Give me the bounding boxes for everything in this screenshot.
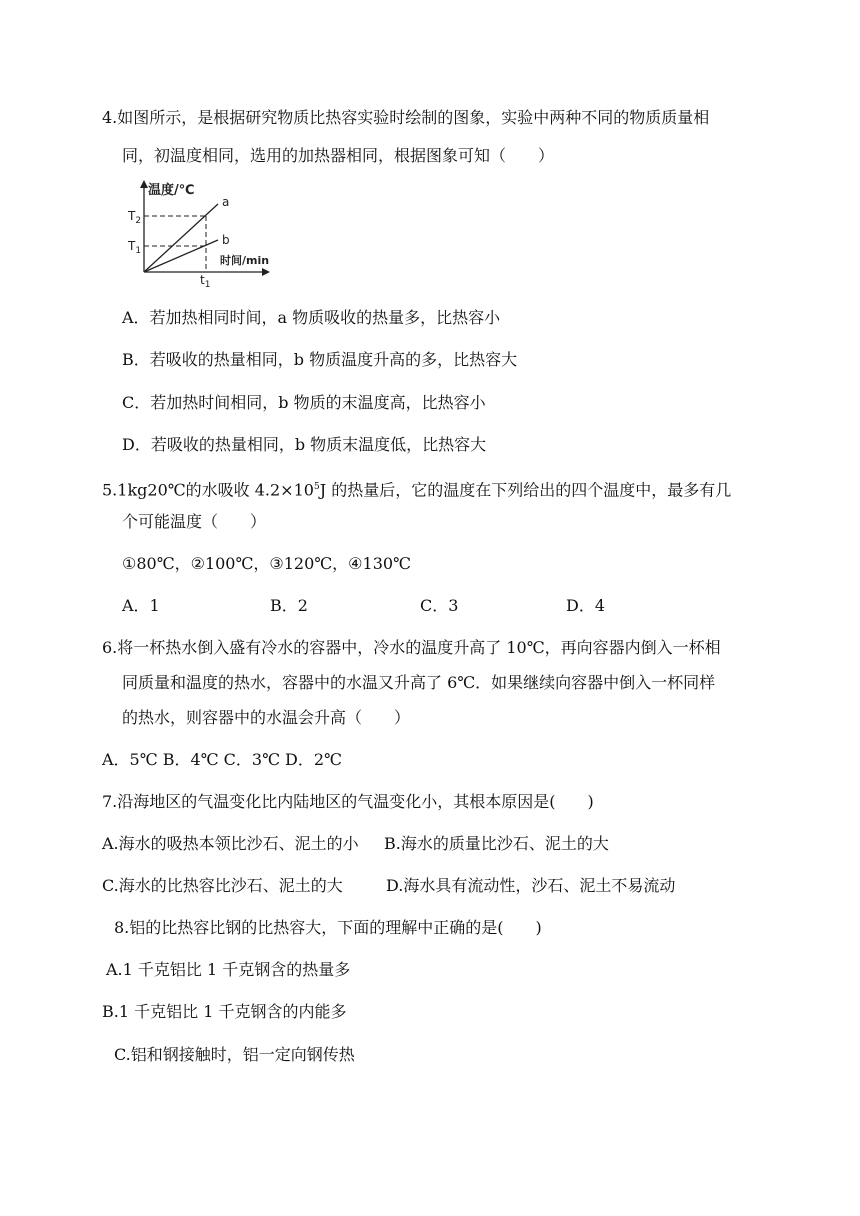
q4-stem-line2: 同，初温度相同，选用的加热器相同，根据图象可知（ ） — [122, 146, 555, 165]
tick-t2: $T_2$ — [128, 209, 142, 226]
q6-options: A．5℃ B．4℃ C．3℃ D．2℃ — [102, 750, 342, 769]
q7-option-b: B.海水的质量比沙石、泥土的大 — [384, 834, 609, 853]
q7-option-a: A.海水的吸热本领比沙石、泥土的小 — [102, 834, 359, 853]
x-axis-arrow — [262, 268, 270, 276]
q7-option-d: D.海水具有流动性，沙石、泥土不易流动 — [386, 876, 676, 895]
temperature-time-graph — [128, 178, 278, 290]
q6-stem-line3: 的热水，则容器中的水温会升高（ ） — [122, 708, 411, 727]
q4-stem-line1: 4.如图所示，是根据研究物质比热容实验时绘制的图象，实验中两种不同的物质质量相 — [102, 108, 710, 127]
q7-option-c: C.海水的比热容比沙石、泥土的大 — [102, 876, 343, 895]
y-axis-arrow — [140, 180, 148, 188]
q5-exponent: 5 — [313, 482, 320, 492]
line-a — [144, 204, 218, 272]
q4-option-a: A．若加热相同时间，a 物质吸收的热量多，比热容小 — [122, 308, 501, 327]
q6-stem-line1: 6.将一杯热水倒入盛有冷水的容器中，冷水的温度升高了 10℃，再向容器内倒入一杯相 — [102, 638, 721, 657]
q5-stem-line1 — [102, 477, 731, 500]
y-axis-label: 温度/℃ — [148, 183, 195, 198]
q6-stem-line2: 同质量和温度的热水，容器中的水温又升高了 6℃．如果继续向容器中倒入一杯同样 — [122, 673, 716, 692]
q5-temperatures: ①80℃，②100℃，③120℃，④130℃ — [122, 554, 411, 573]
q8-option-c: C.铝和钢接触时，铝一定向钢传热 — [114, 1045, 355, 1064]
q5-option-b: B．2 — [270, 596, 308, 615]
q8-option-a: A.1 千克铝比 1 千克钢含的热量多 — [106, 960, 351, 979]
q7-stem: 7.沿海地区的气温变化比内陆地区的气温变化小，其根本原因是( ) — [102, 792, 594, 811]
tick-t1: $T_1$ — [128, 239, 142, 256]
x-axis-label: 时间/min — [220, 254, 270, 267]
q8-option-b: B.1 千克铝比 1 千克钢含的内能多 — [102, 1002, 347, 1021]
q4-option-d: D．若吸收的热量相同，b 物质末温度低，比热容大 — [122, 435, 487, 454]
q5-stem-line2: 个可能温度（ ） — [122, 512, 267, 531]
label-a: a — [222, 195, 230, 209]
q5-option-d: D．4 — [566, 596, 606, 615]
q5-stem-post: J 的热量后，它的温度在下列给出的四个温度中，最多有几 — [319, 480, 732, 500]
tick-time: $t_1$ — [200, 273, 211, 290]
q5-option-a: A．1 — [122, 596, 160, 615]
q5-stem-pre: 5.1kg20℃的水吸收 4.2×10 — [102, 480, 314, 500]
q8-stem: 8.铝的比热容比钢的比热容大，下面的理解中正确的是( ) — [114, 918, 542, 937]
q5-option-c: C．3 — [420, 596, 459, 615]
q4-option-c: C．若加热时间相同，b 物质的末温度高，比热容小 — [122, 393, 486, 412]
q4-option-b: B．若吸收的热量相同，b 物质温度升高的多，比热容大 — [122, 350, 518, 369]
label-b: b — [222, 233, 230, 247]
line-b — [144, 240, 218, 272]
